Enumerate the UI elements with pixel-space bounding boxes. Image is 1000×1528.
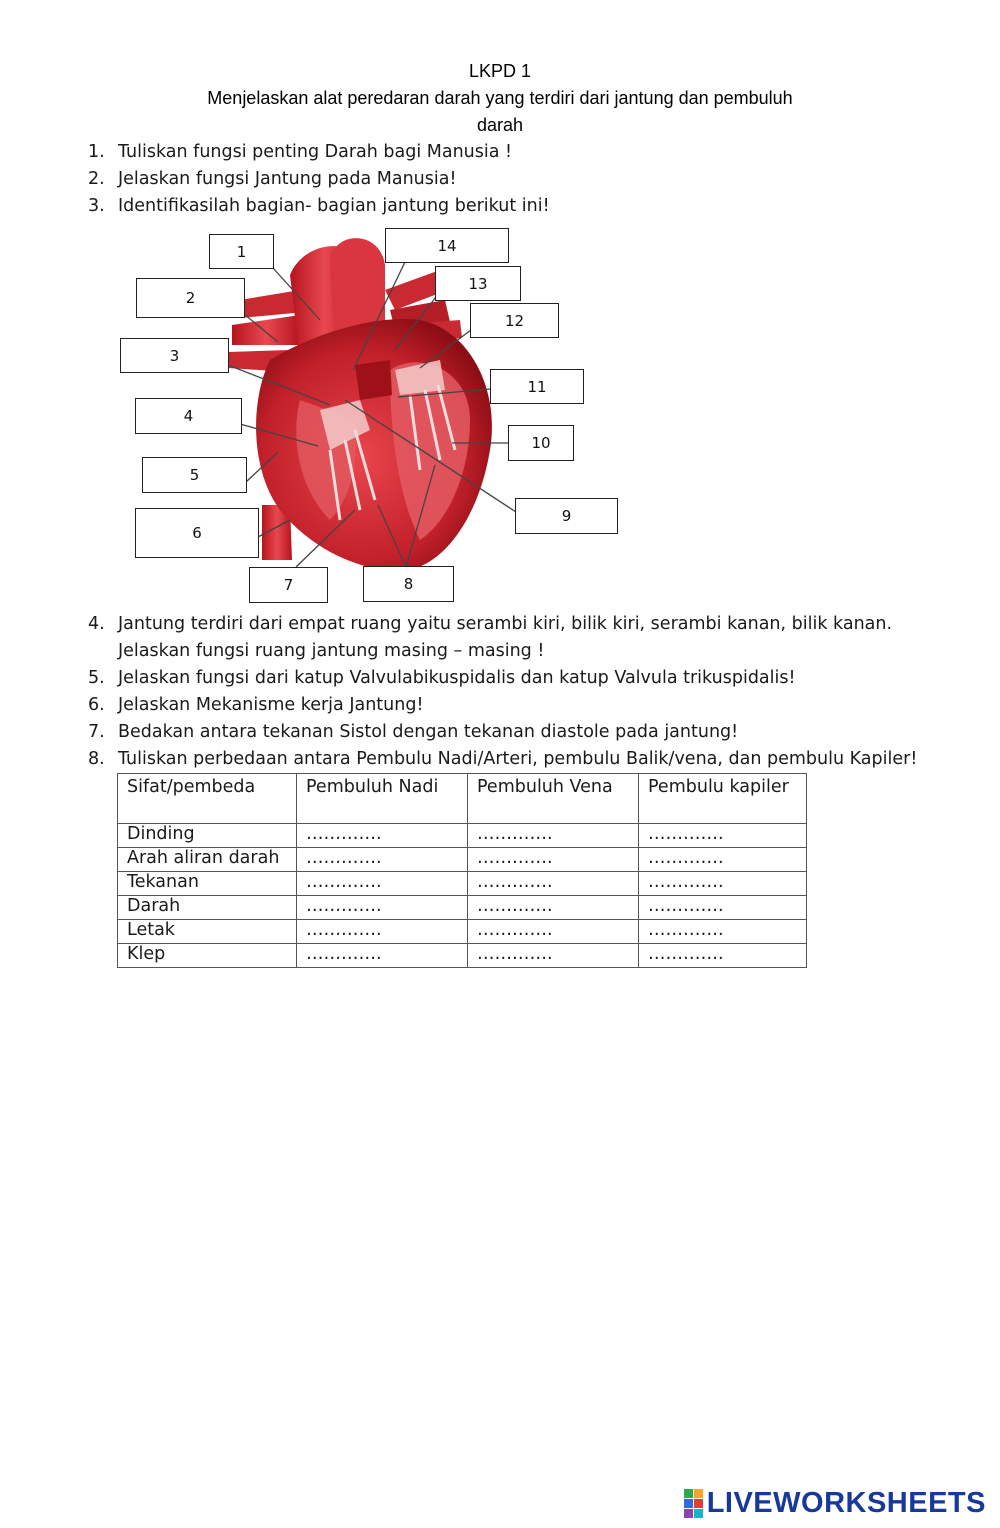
diagram-label-12[interactable]: 12	[470, 303, 559, 338]
question-text: Tuliskan perbedaan antara Pembulu Nadi/Arteri, pembulu Balik/vena, dan pembulu Kapiler!	[118, 749, 918, 769]
diagram-label-1[interactable]: 1	[209, 234, 274, 269]
answer-cell[interactable]: ………….	[639, 920, 807, 944]
table-header-row	[118, 774, 807, 824]
question-4	[88, 614, 893, 661]
question-number: 8.	[88, 749, 105, 769]
answer-cell[interactable]: ………….	[297, 872, 468, 896]
table-header-cell: Pembuluh Nadi	[297, 774, 468, 824]
brand-name: LIVEWORKSHEETS	[706, 1487, 986, 1519]
table-row-label: Letak	[118, 920, 297, 944]
question-number: 5.	[88, 668, 105, 688]
table-header-cell: Pembuluh Vena	[468, 774, 639, 824]
diagram-label-7[interactable]: 7	[249, 567, 328, 603]
table-row	[118, 920, 807, 944]
table-row-label: Arah aliran darah	[118, 848, 297, 872]
table-row	[118, 824, 807, 848]
question-text: Jelaskan Mekanisme kerja Jantung!	[118, 695, 424, 715]
table-row	[118, 872, 807, 896]
diagram-label-11[interactable]: 11	[490, 369, 584, 404]
answer-cell[interactable]: ………….	[297, 944, 468, 968]
answer-cell[interactable]: ………….	[639, 848, 807, 872]
question-5	[88, 668, 796, 688]
question-number: 7.	[88, 722, 105, 742]
question-8	[88, 749, 917, 769]
question-text: Jelaskan fungsi dari katup Valvulabikuspidalis dan katup Valvula trikuspidalis!	[118, 668, 796, 688]
answer-cell[interactable]: ………….	[639, 896, 807, 920]
answer-cell[interactable]: ………….	[297, 824, 468, 848]
answer-cell[interactable]: ………….	[297, 848, 468, 872]
answer-cell[interactable]: ………….	[468, 896, 639, 920]
table-row-label: Tekanan	[118, 872, 297, 896]
table-row	[118, 944, 807, 968]
answer-cell[interactable]: ………….	[639, 944, 807, 968]
question-number: 3.	[88, 196, 105, 216]
question-text: Jantung terdiri dari empat ruang yaitu serambi kiri, bilik kiri, serambi kanan, bilik kanan.	[118, 614, 893, 634]
answer-cell[interactable]: ………….	[468, 848, 639, 872]
question-7	[88, 722, 738, 742]
comparison-table	[117, 773, 807, 968]
answer-cell[interactable]: ………….	[468, 920, 639, 944]
answer-cell[interactable]: ………….	[639, 872, 807, 896]
question-number: 1.	[88, 142, 105, 162]
answer-cell[interactable]: ………….	[468, 872, 639, 896]
answer-cell[interactable]: ………….	[468, 944, 639, 968]
worksheet-subtitle-line2: darah	[476, 115, 524, 135]
diagram-label-2[interactable]: 2	[136, 278, 245, 318]
worksheet-subtitle-line1: Menjelaskan alat peredaran darah yang terdiri dari jantung dan pembuluh	[207, 88, 793, 108]
diagram-label-8[interactable]: 8	[363, 566, 454, 602]
question-continuation: Jelaskan fungsi ruang jantung masing – masing !	[118, 641, 545, 661]
diagram-label-9[interactable]: 9	[515, 498, 618, 534]
table-header-cell: Pembulu kapiler	[639, 774, 807, 824]
answer-cell[interactable]: ………….	[297, 896, 468, 920]
diagram-label-13[interactable]: 13	[435, 266, 521, 301]
answer-cell[interactable]: ………….	[297, 920, 468, 944]
diagram-label-6[interactable]: 6	[135, 508, 259, 558]
diagram-label-4[interactable]: 4	[135, 398, 242, 434]
question-number: 6.	[88, 695, 105, 715]
table-header-cell: Sifat/pembeda	[118, 774, 297, 824]
table-row	[118, 848, 807, 872]
diagram-label-10[interactable]: 10	[508, 425, 574, 461]
liveworksheets-logo-icon	[684, 1489, 703, 1518]
question-number: 4.	[88, 614, 105, 634]
question-number: 2.	[88, 169, 105, 189]
question-6	[88, 695, 423, 715]
question-text: Identifikasilah bagian- bagian jantung berikut ini!	[118, 196, 550, 216]
table-row-label: Klep	[118, 944, 297, 968]
liveworksheets-brand[interactable]	[684, 1487, 986, 1520]
worksheet-title: LKPD 1	[468, 61, 532, 81]
table-row	[118, 896, 807, 920]
diagram-label-5[interactable]: 5	[142, 457, 247, 493]
answer-cell[interactable]: ………….	[468, 824, 639, 848]
answer-cell[interactable]: ………….	[639, 824, 807, 848]
question-text: Tuliskan fungsi penting Darah bagi Manusia !	[118, 142, 513, 162]
diagram-label-14[interactable]: 14	[385, 228, 509, 263]
table-row-label: Dinding	[118, 824, 297, 848]
question-text: Bedakan antara tekanan Sistol dengan tekanan diastole pada jantung!	[118, 722, 739, 742]
table-row-label: Darah	[118, 896, 297, 920]
diagram-label-3[interactable]: 3	[120, 338, 229, 373]
question-text: Jelaskan fungsi Jantung pada Manusia!	[118, 169, 457, 189]
